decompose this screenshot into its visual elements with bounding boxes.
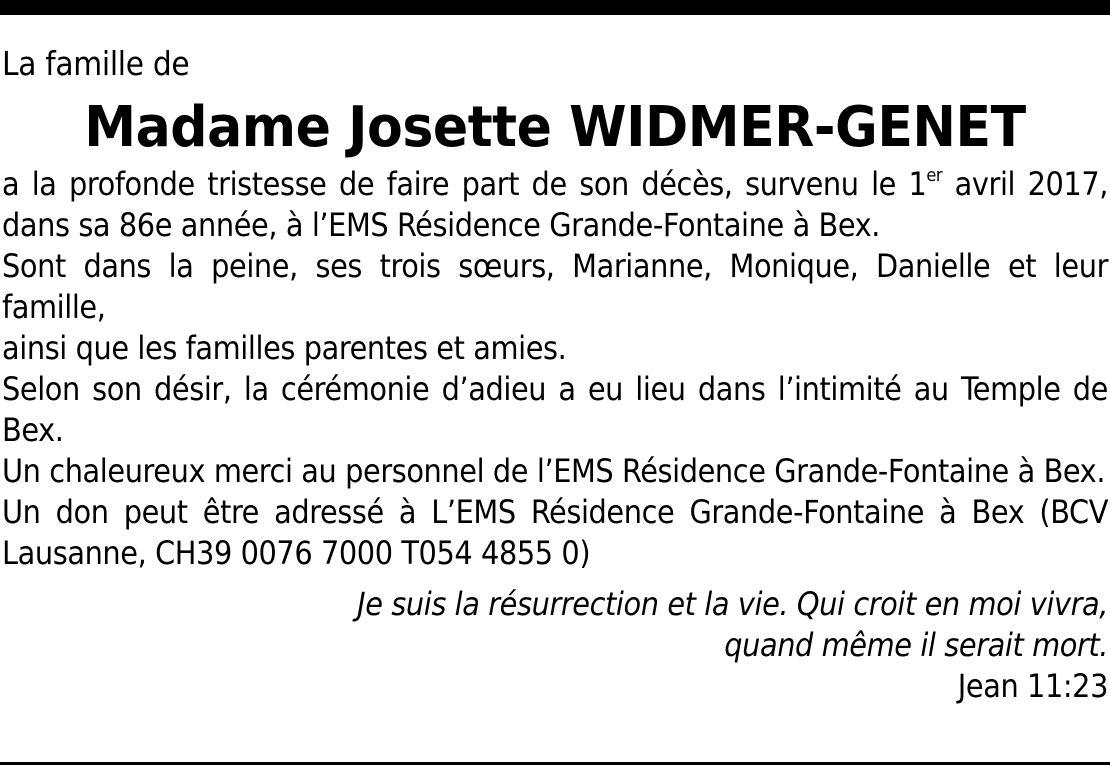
- relatives-line: ainsi que les familles parentes et amies.: [2, 329, 567, 367]
- ceremony-paragraph: Selon son désir, la cérémonie d’adieu a eu lieu dans l’intimité au Temple de Bex.: [2, 370, 1108, 449]
- age-location-line: dans sa 86e année, à l’EMS Résidence Grande-Fontaine à Bex.: [2, 206, 881, 244]
- bottom-rule: [0, 762, 1110, 765]
- thanks-line: Un chaleureux merci au personnel de l’EMS Résidence Grande-Fontaine à Bex.: [2, 452, 1106, 490]
- announcement-date: avril 2017,: [942, 165, 1108, 203]
- ordinal-suffix: er: [926, 165, 943, 186]
- quote-line-1: Je suis la résurrection et la vie. Qui croit en moi vivra,: [357, 585, 1108, 623]
- top-rule: [0, 0, 1110, 15]
- intro-line: La famille de: [2, 44, 190, 83]
- announcement-line: [2, 164, 1108, 205]
- quote-line-2: quand même il serait mort.: [724, 626, 1108, 664]
- mourners-paragraph: Sont dans la peine, ses trois sœurs, Marianne, Monique, Danielle et leur famille,: [2, 247, 1108, 326]
- deceased-name: Madame Josette WIDMER-GENET: [84, 95, 1026, 160]
- donation-paragraph: Un don peut être adressé à L’EMS Résidence Grande-Fontaine à Bex (BCV Lausanne, CH39 0076 7000 T054 4855 0): [2, 493, 1108, 572]
- death-notice: [2, 42, 1108, 707]
- notice-body: [2, 164, 1108, 574]
- quote-reference: Jean 11:23: [957, 667, 1108, 705]
- announcement-text: a la profonde tristesse de faire part de son décès, survenu le 1: [2, 165, 927, 203]
- bible-quote: [2, 584, 1108, 707]
